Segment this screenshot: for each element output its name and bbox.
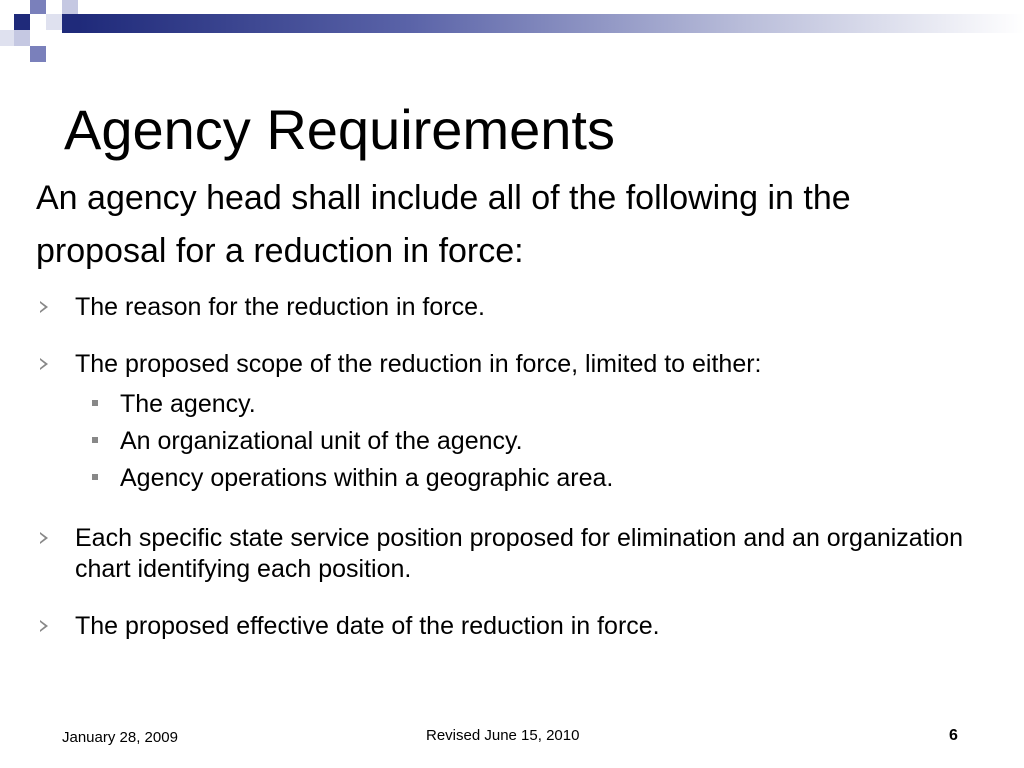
sub-bullet-item [75, 460, 976, 497]
sub-bullet-text: An organizational unit of the agency. [120, 427, 523, 455]
arrow-bullet-icon [40, 358, 48, 370]
header-decoration [0, 0, 1024, 33]
bullet-text: The proposed effective date of the reduction in force. [75, 612, 660, 640]
square-bullet-icon [92, 400, 98, 406]
arrow-bullet-icon [40, 532, 48, 544]
bullet-item [36, 292, 976, 323]
arrow-bullet-icon [40, 620, 48, 632]
sub-bullet-item [75, 386, 976, 423]
decor-square [46, 14, 62, 30]
sub-bullet-text: Agency operations within a geographic area. [120, 464, 614, 492]
header-gradient-bar [78, 14, 1024, 33]
bullet-list [36, 292, 976, 668]
decor-square [14, 30, 30, 46]
bullet-text: The reason for the reduction in force. [75, 293, 485, 321]
page-number: 6 [949, 727, 958, 744]
bullet-text: The proposed scope of the reduction in force, limited to either: [75, 350, 762, 378]
decor-square [0, 30, 14, 46]
square-bullet-icon [92, 437, 98, 443]
arrow-bullet-icon [40, 301, 48, 313]
sub-bullet-text: The agency. [120, 390, 256, 418]
bullet-item [36, 349, 976, 497]
square-bullet-icon [92, 474, 98, 480]
decor-square [14, 14, 30, 30]
bullet-text: Each specific state service position proposed for elimination and an organization chart identifying each position. [75, 524, 964, 583]
slide-intro: An agency head shall include all of the following in the proposal for a reduction in force: [36, 179, 851, 270]
slide-title: Agency Requirements [64, 98, 615, 161]
decor-square [62, 0, 78, 14]
decor-square [30, 0, 46, 14]
sub-bullet-item [75, 423, 976, 460]
sub-bullet-list [75, 386, 976, 497]
footer-revised: Revised June 15, 2010 [426, 727, 580, 744]
decor-square [30, 46, 46, 62]
bullet-item [36, 523, 976, 585]
footer-date: January 28, 2009 [62, 729, 178, 746]
bullet-item [36, 611, 976, 642]
decor-square [62, 14, 78, 33]
